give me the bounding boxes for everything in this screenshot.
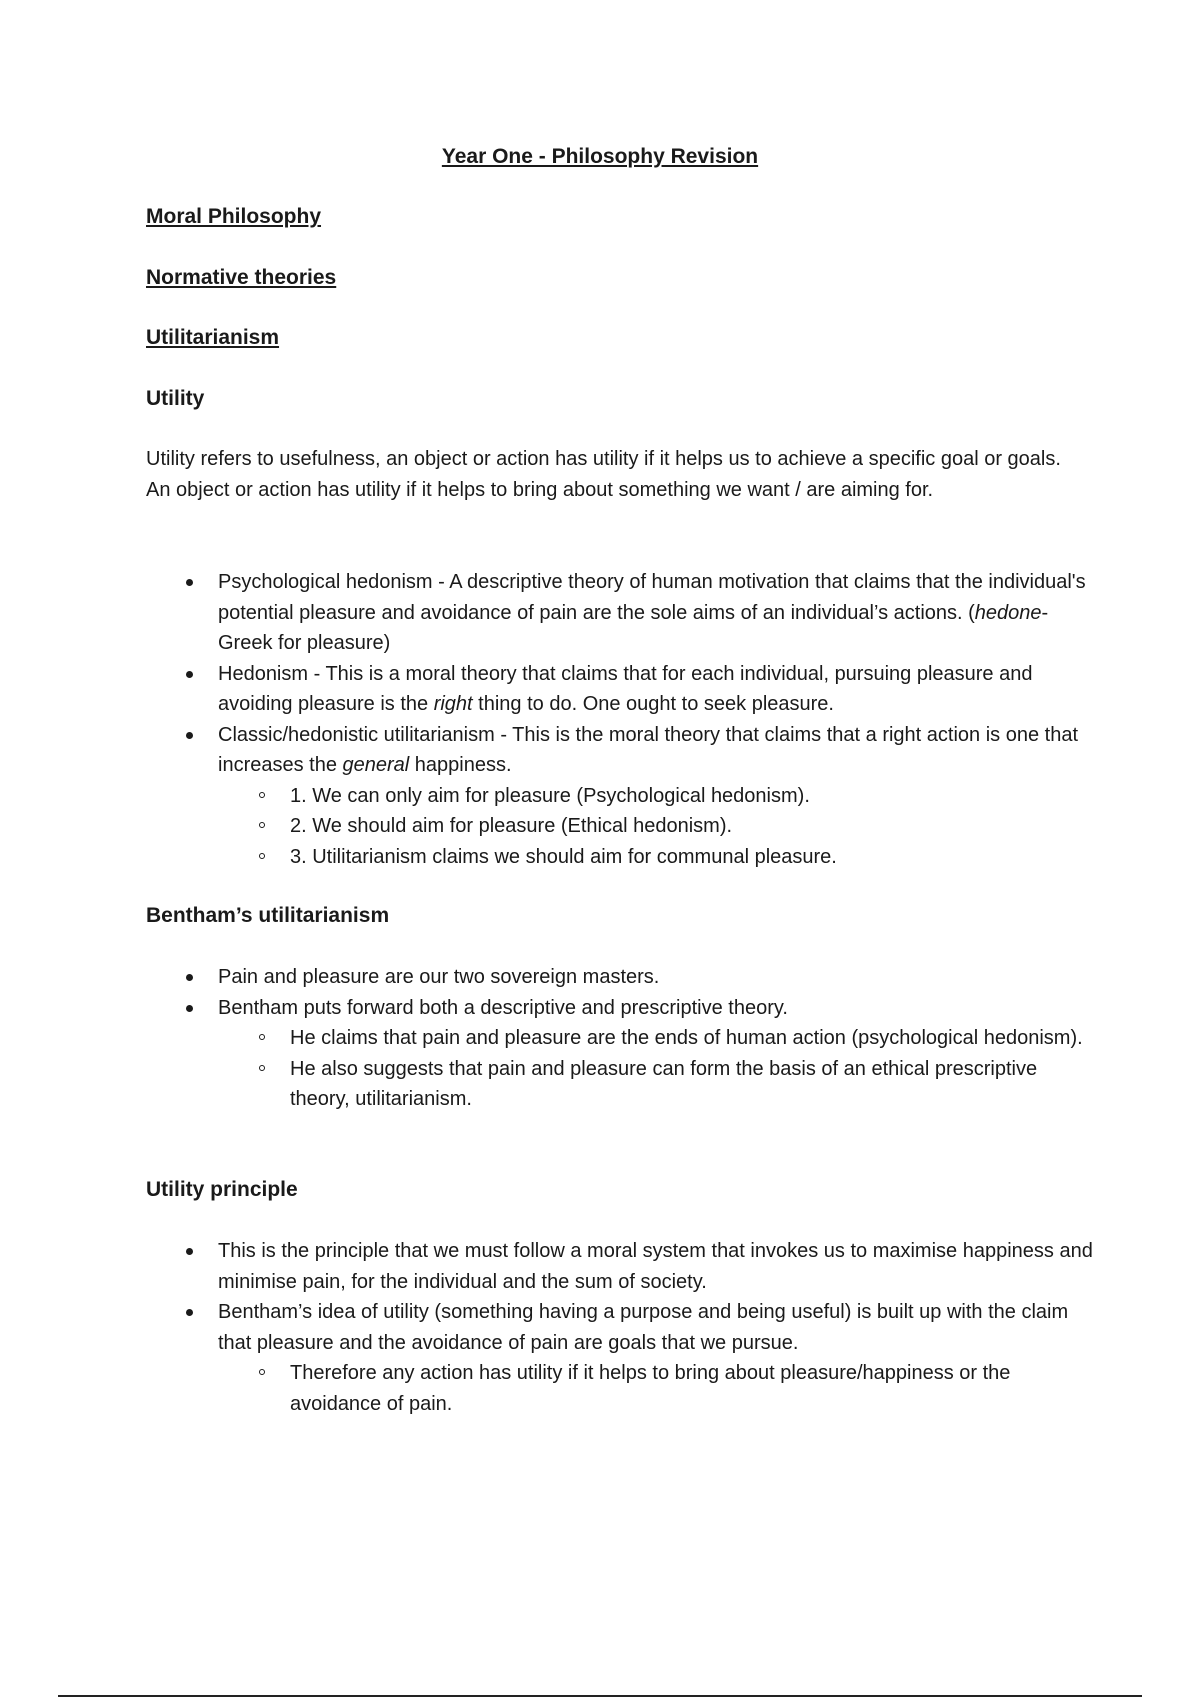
sublist-item: He claims that pain and pleasure are the ends of human action (psychological hedonism). — [218, 1023, 1096, 1054]
sublist-item: 3. Utilitarianism claims we should aim for communal pleasure. — [218, 842, 1096, 873]
list-item-text: Hedonism - This is a moral theory that claims that for each individual, pursuing pleasure and avoiding pleasure is the — [218, 662, 1033, 715]
sublist — [218, 1023, 1096, 1115]
sublist-item: He also suggests that pain and pleasure can form the basis of an ethical prescriptive theory, utilitarianism. — [218, 1054, 1096, 1115]
heading-benthams-utilitarianism: Bentham’s utilitarianism — [146, 904, 390, 927]
list-item-text: thing to do. One ought to seek pleasure. — [472, 693, 834, 715]
bentham-list — [146, 962, 1096, 1115]
hedonism-list — [146, 567, 1096, 872]
list-item: Pain and pleasure are our two sovereign masters. — [146, 962, 1096, 993]
list-item — [146, 720, 1096, 873]
bottom-divider — [58, 1695, 1142, 1697]
list-item — [146, 993, 1096, 1115]
list-item-text: Classic/hedonistic utilitarianism - This is the moral theory that claims that a right action is one that increases the — [218, 723, 1078, 776]
sublist — [218, 1358, 1096, 1419]
sublist-item: 2. We should aim for pleasure (Ethical hedonism). — [218, 811, 1096, 842]
sublist-item: 1. We can only aim for pleasure (Psychological hedonism). — [218, 781, 1096, 812]
list-item-text: Psychological hedonism - A descriptive theory of human motivation that claims that the individual's potential pleasure and avoidance of pain are the sole aims of an individual’s actions. ( — [218, 571, 1086, 624]
sublist — [218, 781, 1096, 873]
list-item-text: - Greek for pleasure) — [218, 601, 1049, 654]
utility-principle-list — [146, 1236, 1096, 1419]
list-item: This is the principle that we must follow a moral system that invokes us to maximise happiness and minimise pain, for the individual and the sum of society. — [146, 1236, 1096, 1297]
heading-utility-principle: Utility principle — [146, 1178, 298, 1201]
heading-normative-theories: Normative theories — [146, 266, 337, 289]
list-item — [146, 1297, 1096, 1419]
heading-utility: Utility — [146, 387, 205, 410]
italic-term: general — [342, 754, 410, 776]
utility-paragraph: Utility refers to usefulness, an object or action has utility if it helps us to achieve a specific goal or goals. An object or action has utility if it helps to bring about something we want / are aiming for. — [146, 448, 1061, 501]
list-item-text: Bentham’s idea of utility (something having a purpose and being useful) is built up with the claim that pleasure and the avoidance of pain are goals that we pursue. — [218, 1301, 1069, 1354]
list-item-text: happiness. — [409, 754, 512, 776]
document-title: Year One - Philosophy Revision — [441, 145, 759, 168]
sublist-item: Therefore any action has utility if it helps to bring about pleasure/happiness or the avoidance of pain. — [218, 1358, 1096, 1419]
list-item — [146, 567, 1096, 659]
heading-utilitarianism: Utilitarianism — [146, 326, 280, 349]
italic-term: right — [433, 693, 473, 715]
list-item — [146, 659, 1096, 720]
list-item-text: Bentham puts forward both a descriptive and prescriptive theory. — [218, 996, 788, 1019]
italic-term: hedone — [974, 601, 1042, 624]
heading-moral-philosophy: Moral Philosophy — [146, 205, 322, 228]
